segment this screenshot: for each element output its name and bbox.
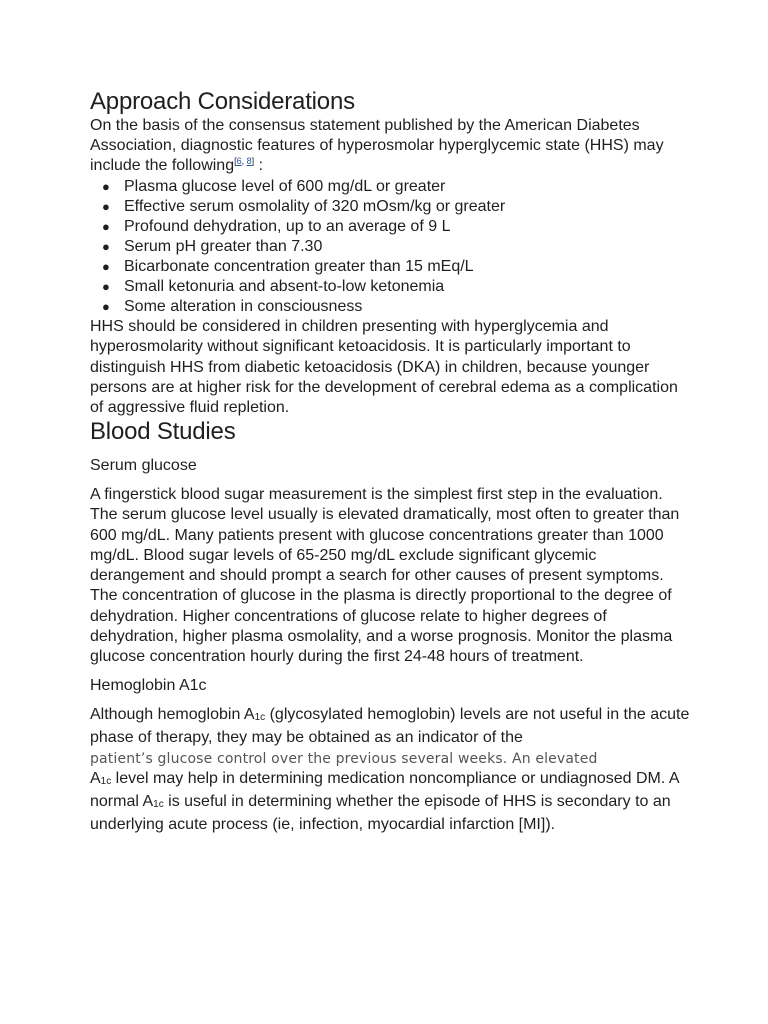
list-item bbox=[90, 177, 690, 197]
refs-separator: , bbox=[241, 156, 247, 167]
a1c-subscript: 1c bbox=[153, 798, 164, 810]
bullet-icon: ● bbox=[102, 258, 110, 274]
document-page bbox=[90, 88, 690, 835]
list-item bbox=[90, 297, 690, 317]
list-item-text: Plasma glucose level of 600 mg/dL or greater bbox=[124, 177, 446, 195]
diagnostic-criteria-list bbox=[90, 177, 690, 318]
a1c-text-4: level may help in determining medication noncompliance or undiagnosed DM. A normal A bbox=[90, 769, 679, 810]
serum-glucose-paragraph-1: A fingerstick blood sugar measurement is the simplest first step in the evaluation. The serum glucose level usually is elevated dramatically, most often to greater than 600 mg/dL. Many patients present with glucose concentrations greater than 1000 mg/dL. Blood sugar levels of 65-250 mg/dL exclude significant glycemic derangement and should prompt a search for other causes of present symptoms. bbox=[90, 486, 680, 585]
a1c-text-3: A bbox=[90, 769, 101, 787]
serum-glucose-paragraph-2: The concentration of glucose in the plasma is directly proportional to the degree of dehydration. Higher concentrations of glucose relate to higher degrees of dehydration, higher plasma osmolality, and a worse prognosis. Monitor the plasma glucose concentration hourly during the first 24-48 hours of treatment. bbox=[90, 587, 673, 665]
list-item-text: Small ketonuria and absent-to-low ketonemia bbox=[124, 278, 445, 296]
list-item-text: Effective serum osmolality of 320 mOsm/kg or greater bbox=[124, 197, 506, 215]
bullet-icon: ● bbox=[102, 238, 110, 254]
hemoglobin-a1c-subheading: Hemoglobin A1c bbox=[90, 677, 207, 695]
reference-link-6[interactable]: 6 bbox=[236, 156, 242, 167]
reference-citations bbox=[234, 156, 254, 166]
list-item bbox=[90, 197, 690, 217]
approach-intro-end: : bbox=[254, 157, 264, 175]
bullet-icon: ● bbox=[102, 299, 110, 315]
approach-considerations-heading: Approach Considerations bbox=[90, 88, 355, 115]
children-paragraph: HHS should be considered in children presenting with hyperglycemia and hyperosmolarity without significant ketoacidosis. It is particularly important to distinguish HHS from diabetic ketoacidosis (DKA) in children, because younger persons are at higher risk for the development of cerebral edema as a complication of aggressive fluid repletion. bbox=[90, 318, 678, 417]
a1c-text-5: is useful in determining whether the episode of HHS is secondary to an underlying acute process (ie, infection, myocardial infarction [MI]). bbox=[90, 792, 671, 834]
refs-open-bracket: [ bbox=[234, 156, 237, 167]
a1c-text-1: Although hemoglobin A bbox=[90, 706, 255, 724]
list-item-text: Bicarbonate concentration greater than 15 mEq/L bbox=[124, 257, 474, 275]
a1c-inset-line: patient’s glucose control over the previous several weeks. An elevated bbox=[90, 750, 598, 767]
bullet-icon: ● bbox=[102, 279, 110, 295]
bullet-icon: ● bbox=[102, 178, 110, 194]
reference-link-8[interactable]: 8 bbox=[246, 156, 252, 167]
hemoglobin-a1c-paragraph bbox=[90, 705, 690, 835]
blood-studies-heading: Blood Studies bbox=[90, 418, 236, 446]
list-item-text: Some alteration in consciousness bbox=[124, 298, 363, 316]
serum-glucose-subheading: Serum glucose bbox=[90, 457, 197, 475]
approach-intro-text: On the basis of the consensus statement published by the American Diabetes Association, diagnostic features of hyperosmolar hyperglycemic state (HHS) may include the following bbox=[90, 117, 664, 175]
bullet-icon: ● bbox=[102, 218, 110, 234]
list-item-text: Serum pH greater than 7.30 bbox=[124, 237, 323, 255]
bullet-icon: ● bbox=[102, 198, 110, 214]
list-item bbox=[90, 217, 690, 237]
list-item bbox=[90, 277, 690, 297]
a1c-subscript: 1c bbox=[100, 775, 112, 787]
a1c-subscript: 1c bbox=[254, 712, 266, 724]
refs-close-bracket: ] bbox=[251, 156, 255, 167]
a1c-text-2: (glycosylated hemoglobin) levels are not useful in the acute phase of therapy, they may be obtained as an indicator of the bbox=[90, 706, 690, 747]
list-item bbox=[90, 237, 690, 257]
list-item bbox=[90, 257, 690, 277]
list-item-text: Profound dehydration, up to an average of 9 L bbox=[124, 217, 451, 235]
approach-intro-paragraph bbox=[90, 116, 690, 177]
